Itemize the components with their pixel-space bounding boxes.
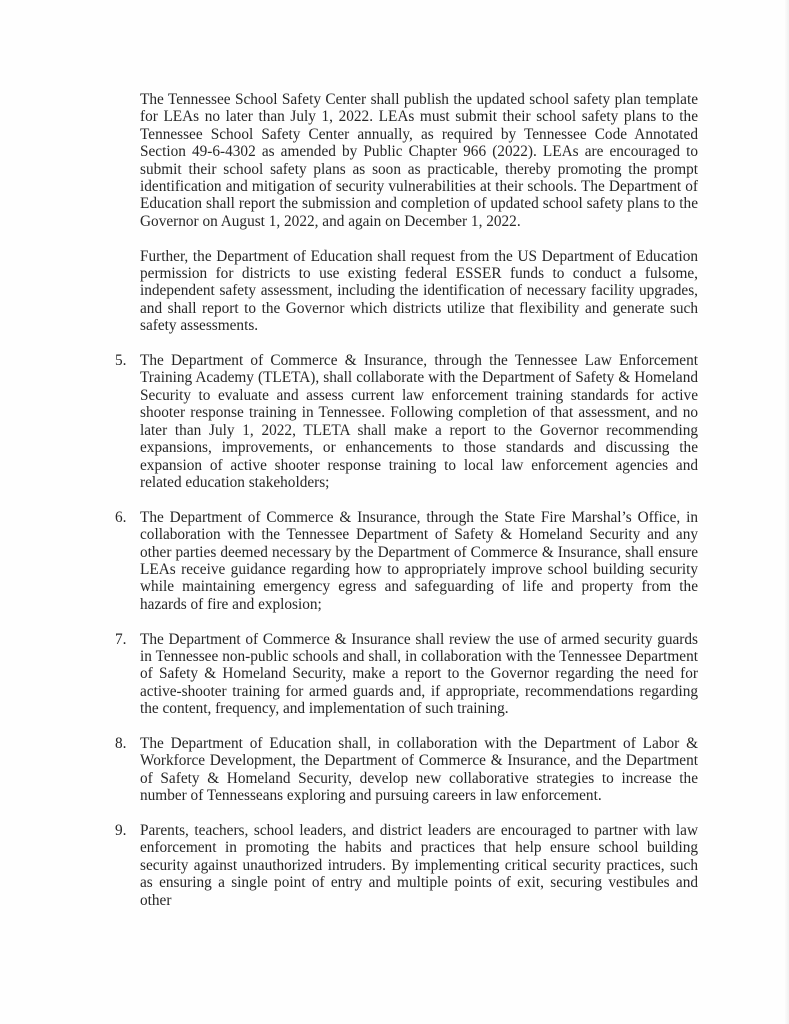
list-item-text: The Department of Commerce & Insurance, through the Tennessee Law Enforcement Training Academy (TLETA), shall collaborate with the Department of Safety & Homeland Security to evaluate and assess current law enforcement training standards for active shooter response training in Tennessee. Following completion of that assessment, and no later than July 1, 2022, TLETA shall make a report to the Governor recommending expansions, improvements, or enhancements to those standards and discussing the expansion of active shooter response training to local law enforcement agencies and related education stakeholders; — [140, 352, 698, 491]
paragraph-esser-funds: Further, the Department of Education shall request from the US Department of Education permission for districts to use existing federal ESSER funds to conduct a fulsome, independent safety assessment, including the identification of necessary facility upgrades, and shall report to the Governor which districts utilize that flexibility and generate such safety assessments. — [140, 247, 698, 335]
list-item-9 — [115, 821, 698, 909]
list-item-number: 9. — [115, 821, 127, 839]
document-body — [115, 91, 698, 926]
list-item-text: The Department of Commerce & Insurance, through the State Fire Marshal’s Office, in collaboration with the Tennessee Department of Safety & Homeland Security and any other parties deemed necessary by the Department of Commerce & Insurance, shall ensure LEAs receive guidance regarding how to appropriately improve school building security while maintaining emergency egress and safeguarding of life and property from the hazards of fire and explosion; — [140, 508, 698, 613]
list-item-5 — [115, 352, 698, 491]
list-item-number: 5. — [115, 352, 127, 370]
list-item-8 — [115, 734, 698, 805]
list-item-number: 8. — [115, 734, 127, 752]
list-item-6 — [115, 508, 698, 613]
list-item-number: 7. — [115, 630, 127, 648]
list-item-text: The Department of Education shall, in collaboration with the Department of Labor & Workforce Development, the Department of Commerce & Insurance, and the Department of Safety & Homeland Security, develop new collaborative strategies to increase the number of Tennesseans exploring and pursuing careers in law enforcement. — [140, 734, 698, 805]
list-item-7 — [115, 630, 698, 718]
list-item-text: Parents, teachers, school leaders, and district leaders are encouraged to partner with law enforcement in promoting the habits and practices that help ensure school building security against unauthorized intruders. By implementing critical security practices, such as ensuring a single point of entry and multiple points of exit, securing vestibules and other — [140, 821, 698, 909]
list-item-number: 6. — [115, 508, 127, 526]
page-edge-shadow — [785, 0, 789, 1024]
list-item-text: The Department of Commerce & Insurance shall review the use of armed security guards in Tennessee non-public schools and shall, in collaboration with the Tennessee Department of Safety & Homeland Security, make a report to the Governor regarding the need for active-shooter training for armed guards and, if appropriate, recommendations regarding the content, frequency, and implementation of such training. — [140, 630, 698, 718]
paragraph-safety-plan-template: The Tennessee School Safety Center shall publish the updated school safety plan template for LEAs no later than July 1, 2022. LEAs must submit their school safety plans to the Tennessee School Safety Center annually, as required by Tennessee Code Annotated Section 49-6-4302 as amended by Public Chapter 966 (2022). LEAs are encouraged to submit their school safety plans as soon as practicable, thereby promoting the prompt identification and mitigation of security vulnerabilities at their schools. The Department of Education shall report the submission and completion of updated school safety plans to the Governor on August 1, 2022, and again on December 1, 2022. — [140, 91, 698, 230]
